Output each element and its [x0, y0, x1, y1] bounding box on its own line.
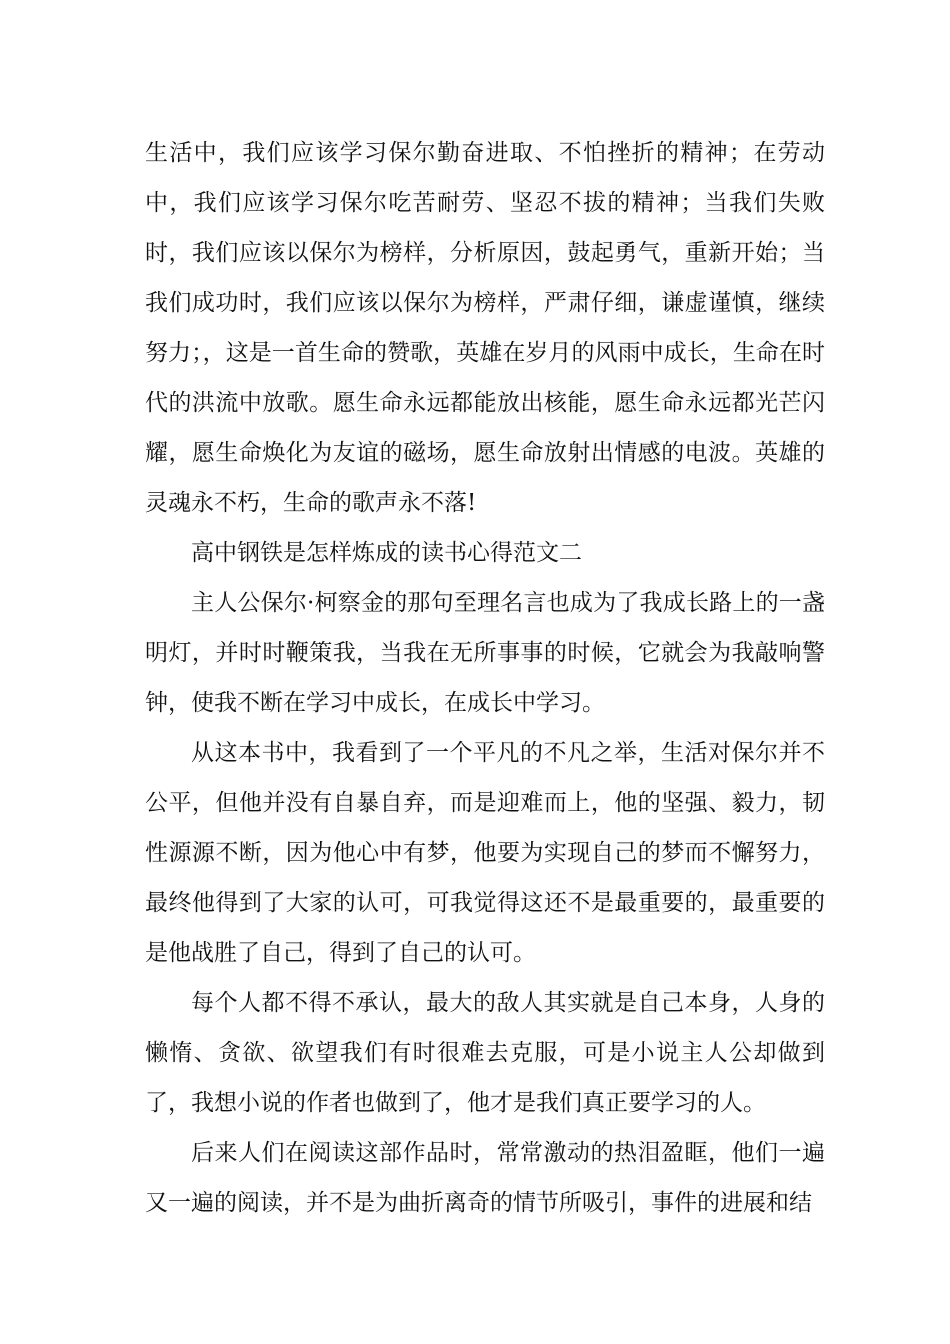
paragraph-1: 生活中，我们应该学习保尔勤奋进取、不怕挫折的精神；在劳动中，我们应该学习保尔吃苦耐劳、坚忍不拔的精神；当我们失败时，我们应该以保尔为榜样，分析原因，鼓起勇气，重新开始；当我们成功时，我们应该以保尔为榜样，严肃仔细，谦虚谨慎，继续努力；，这是一首生命的赞歌，英雄在岁月的风雨中成长，生命在时代的洪流中放歌。愿生命永远都能放出核能，愿生命永远都光芒闪耀，愿生命焕化为友谊的磁场，愿生命放射出情感的电波。英雄的灵魂永不朽，生命的歌声永不落!	[145, 140, 825, 516]
paragraph-5: 后来人们在阅读这部作品时，常常激动的热泪盈眶，他们一遍又一遍的阅读，并不是为曲折离奇的情节所吸引，事件的进展和结	[145, 1140, 825, 1216]
paragraph-2: 主人公保尔·柯察金的那句至理名言也成为了我成长路上的一盏明灯，并时时鞭策我，当我在无所事事的时候，它就会为我敲响警钟，使我不断在学习中成长，在成长中学习。	[145, 590, 825, 716]
section-heading: 高中钢铁是怎样炼成的读书心得范文二	[191, 540, 582, 566]
paragraph-3: 从这本书中，我看到了一个平凡的不凡之举，生活对保尔并不公平，但他并没有自暴自弃，而是迎难而上，他的坚强、毅力，韧性源源不断，因为他心中有梦，他要为实现自己的梦而不懈努力，最终他得到了大家的认可，可我觉得这还不是最重要的，最重要的是他战胜了自己，得到了自己的认可。	[145, 740, 825, 966]
document-body	[145, 128, 825, 1228]
paragraph-4: 每个人都不得不承认，最大的敌人其实就是自己本身，人身的懒惰、贪欲、欲望我们有时很难去克服，可是小说主人公却做到了，我想小说的作者也做到了，他才是我们真正要学习的人。	[145, 990, 825, 1116]
